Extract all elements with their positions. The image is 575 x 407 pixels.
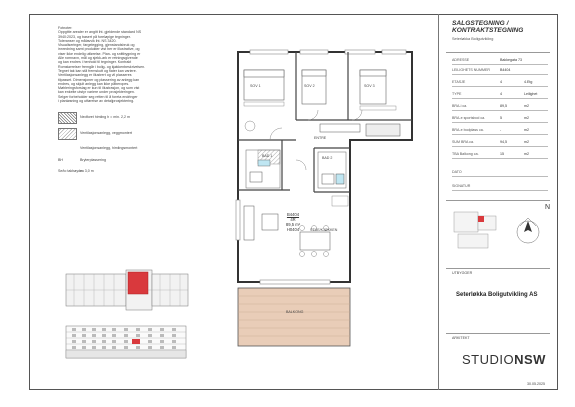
info-value: 5 (500, 116, 502, 120)
architect-logo-thin: STUDIO (462, 352, 515, 367)
unit-tag-label: B4404 (286, 212, 300, 217)
info-underline (452, 190, 548, 191)
footnote-line: Toleranser og målavvik iht. NS 3420. (58, 38, 117, 43)
info-divider (446, 200, 550, 201)
footnote-line: Møbleringsforslag er kun til illustrasjon, og som vist (58, 86, 140, 91)
footnote-line: Romstørrelser fremgår i bolig- og kjøkkenbeskrivelsen. (58, 64, 146, 69)
info-unit: m2 (524, 152, 529, 156)
room-label-stue: STUE/KJØKKEN (310, 228, 338, 232)
info-unit: m2 (524, 116, 529, 120)
info-key: LEILIGHETS NUMMER (452, 68, 490, 72)
unit-tag-area: 89,5 m² (285, 222, 301, 227)
info-key: DATO (452, 170, 462, 174)
info-key: TYPE (452, 92, 462, 96)
info-row (452, 104, 548, 113)
info-key: SUM BRA ca. (452, 140, 474, 144)
room-label-sov1: SOV 1 (250, 84, 261, 88)
info-key: ADRESSE (452, 58, 470, 62)
sheet-title-line1: SALGSTEGNING / (452, 20, 509, 27)
title-block (452, 20, 523, 41)
architect-logo (462, 352, 546, 367)
info-key: BRA-e sportsbod ca. (452, 116, 486, 120)
developer-divider (446, 333, 550, 334)
info-key: TBA Balkong ca. (452, 152, 479, 156)
footnote-line: innredning samt produkter vist her er illustrative, og (58, 47, 140, 52)
legend-label-1: Nedforet himling h = min. 2,2 m (80, 115, 131, 119)
site-divider (446, 268, 550, 269)
room-label-balkong: BALKONG (286, 310, 304, 314)
info-key: BRA-e bodplass ca. (452, 128, 484, 132)
info-value: 94,5 (500, 140, 507, 144)
info-value: 4 (500, 80, 502, 84)
compass-needle (524, 221, 532, 232)
footnote-line: tilpasset. Dimensjoner og plassering av anlegg kan (58, 77, 140, 82)
info-underline (452, 158, 548, 159)
info-value: - (500, 128, 502, 132)
compass-label: N (545, 204, 551, 211)
info-underline (452, 110, 548, 111)
footnote-line: kan enkelte utstyr variere under prosjekteringen. (58, 90, 135, 95)
panel-divider (438, 14, 439, 390)
room-label-bad2: BAD 2 (322, 156, 333, 160)
info-row (452, 80, 548, 89)
footnote-line: Ventilasjonsanlegg er illustrert og vil plasseres (58, 73, 132, 78)
info-row (452, 152, 548, 161)
legend-label-2: Ventilasjonsanlegg, veggmontert (80, 131, 132, 135)
footnote-line: 3940:2023, og basert på foreløpige tegninger. (58, 34, 131, 39)
legend-label-3: Ventilasjonsanlegg, himlingsmontert (80, 146, 138, 150)
info-row (452, 68, 548, 77)
room-label-sov2: SOV 2 (304, 84, 315, 88)
sheet-title-line2: KONTRAKTSTEGNING (452, 27, 524, 35)
info-underline (452, 64, 548, 65)
info-row (452, 92, 548, 101)
info-unit: Leilighet (524, 92, 538, 96)
info-unit: m2 (524, 140, 529, 144)
info-row (452, 128, 548, 137)
room-label-bad1: BAD 1 (262, 154, 273, 158)
info-row (452, 170, 548, 179)
unit-tag-rooms: 4R (290, 217, 296, 222)
info-value: 4 (500, 92, 502, 96)
info-row (452, 116, 548, 125)
legend-symbol-bh: BH (58, 158, 63, 162)
footnote-line: Visualiseringer, fargelegging, gjenstandsbruk og (58, 43, 135, 48)
footer-date: 30.05.2025 (527, 382, 545, 386)
developer-name: Seterløkka Boligutvikling AS (456, 292, 538, 298)
info-row (452, 140, 548, 149)
unit-tag-code: H0404 (286, 227, 300, 232)
info-value: Bakkegata 73 (500, 58, 522, 62)
info-row (452, 184, 548, 193)
info-row (452, 58, 548, 67)
title-divider (446, 52, 550, 53)
info-underline (452, 176, 548, 177)
developer-heading: UTBYGGER (452, 271, 473, 275)
site-plan-mini (448, 204, 552, 264)
footnote-line: og kan endres i henhold til tegninger. Kontrakt (58, 60, 132, 65)
room-label-entre: ENTRE (314, 136, 327, 140)
architect-heading: ARKITEKT (452, 336, 470, 340)
footnote-line: endres, og skjult anlegg kan ikke påberopes. (58, 81, 130, 86)
footnote-line: Fotnoter: (58, 26, 73, 30)
info-key: SIGNATUR (452, 184, 471, 188)
info-value: 15 (500, 152, 504, 156)
info-underline (452, 98, 548, 99)
info-underline (452, 86, 548, 87)
info-value: B4404 (500, 68, 511, 72)
footnote-line: i planløsning og utførelse av detaljprosjektering. (58, 99, 135, 104)
info-value: 89,5 (500, 104, 507, 108)
info-underline (452, 122, 548, 123)
info-unit: m2 (524, 104, 529, 108)
info-underline (452, 146, 548, 147)
info-underline (452, 74, 548, 75)
footnote-line: Alle romnavn, mål og sjekk-ark er retningsgivende (58, 56, 138, 61)
footnote-line: Selger forbeholder seg retten til å foreta endringer (58, 94, 138, 99)
info-unit: m2 (524, 128, 529, 132)
footnote-line: Oppgitte arealer er angitt iht. gjeldende standard NS (58, 30, 142, 35)
room-label-sov3: SOV 3 (364, 84, 375, 88)
info-unit: 4.Etg (524, 80, 533, 84)
info-key: BRA-i ca. (452, 104, 468, 108)
sheet-subtitle: Seterløkka Boligutvikling (452, 36, 494, 41)
legend-label-5: ca 3,0 m (80, 169, 94, 173)
info-key: ETASJE (452, 80, 466, 84)
unit-tag (278, 212, 308, 232)
footnote-line: Tegnet tak kan stå fremskutt og flater kan variere. (58, 68, 137, 73)
balcony-area (238, 288, 350, 346)
legend-label-4: Bryterplassering (80, 158, 106, 162)
legend-symbol-ceiling: Se/to takhøyde (58, 169, 83, 173)
info-underline (452, 134, 548, 135)
footnote-line: viser ikke endelig utførelse. Plan- og snittbygning er (58, 51, 141, 56)
architect-logo-bold: NSW (514, 352, 546, 367)
